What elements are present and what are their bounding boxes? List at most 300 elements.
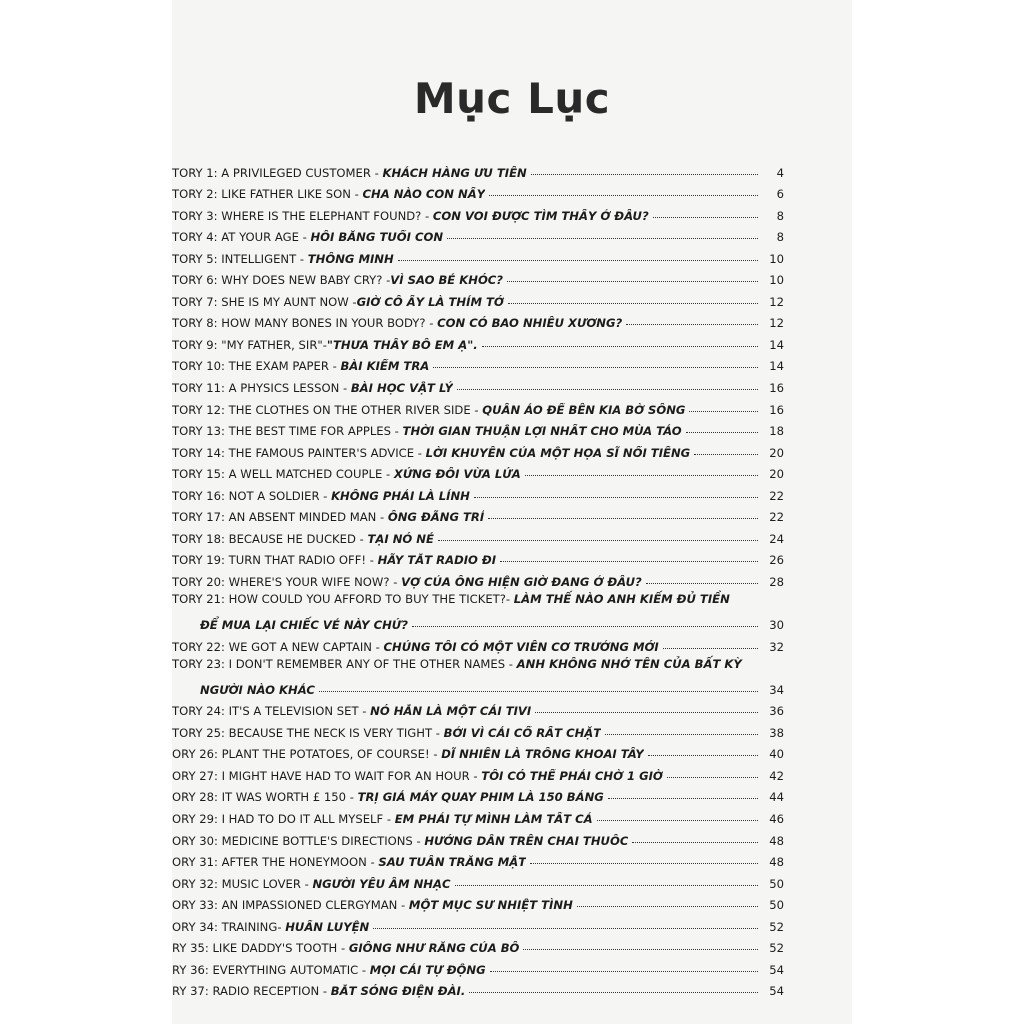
- toc-entry[interactable]: [172, 740, 784, 762]
- toc-entry[interactable]: [172, 395, 784, 417]
- story-number: TORY 9:: [172, 337, 222, 352]
- english-title: THE FAMOUS PAINTER'S ADVICE: [228, 445, 415, 460]
- vietnamese-title: VÌ SAO BÉ KHÓC?: [390, 273, 504, 288]
- toc-entry-text: [172, 467, 521, 481]
- story-number: TORY 5:: [172, 251, 222, 266]
- toc-entry[interactable]: [172, 589, 784, 632]
- dot-leader: [447, 238, 758, 239]
- toc-entry[interactable]: [172, 417, 784, 439]
- separator: -: [412, 833, 425, 848]
- page-number: 8: [776, 208, 784, 223]
- toc-entry[interactable]: [172, 223, 784, 245]
- story-number: ORY 32:: [172, 876, 222, 891]
- separator: -: [339, 381, 351, 396]
- dot-leader: [663, 648, 758, 649]
- page-number: 36: [769, 704, 784, 719]
- english-title: BECAUSE THE NECK IS VERY TIGHT: [228, 725, 433, 740]
- page-number: 46: [769, 811, 784, 826]
- toc-entry-text: [172, 209, 649, 223]
- toc-entry-line: [172, 610, 784, 632]
- story-number: TORY 7:: [172, 294, 222, 309]
- vietnamese-title: EM PHẢI TỰ MÌNH LÀM TẤT CẢ: [394, 811, 593, 826]
- page-title: Mục Lục: [413, 74, 611, 123]
- toc-entry[interactable]: [172, 955, 784, 977]
- story-number: TORY 20:: [172, 574, 229, 589]
- english-title: PLANT THE POTATOES, OF COURSE!: [221, 747, 430, 762]
- page-number: 14: [769, 337, 784, 352]
- dot-leader: [686, 432, 758, 433]
- page-number: 24: [769, 531, 784, 546]
- english-title: RADIO RECEPTION: [212, 984, 320, 999]
- vietnamese-title: DĨ NHIÊN LÀ TRỒNG KHOAI TÂY: [441, 747, 644, 762]
- dot-leader: [646, 583, 758, 584]
- separator: -: [425, 316, 438, 331]
- dot-leader: [469, 992, 758, 993]
- toc-entry[interactable]: [172, 912, 784, 934]
- dot-leader: [535, 712, 758, 713]
- separator: -: [505, 591, 514, 606]
- story-number: ORY 34:: [172, 919, 222, 934]
- english-title: WHERE IS THE ELEPHANT FOUND?: [221, 208, 422, 223]
- table-of-contents: [172, 158, 784, 998]
- dot-leader: [412, 626, 758, 627]
- dot-leader: [433, 367, 758, 368]
- toc-entry-text: [172, 877, 451, 891]
- dot-leader: [488, 518, 758, 519]
- toc-entry[interactable]: [172, 524, 784, 546]
- toc-entry-text: [172, 790, 604, 804]
- page-number: 38: [769, 725, 784, 740]
- separator: -: [328, 359, 341, 374]
- vietnamese-title: GIỐNG NHƯ RĂNG CỦA BỐ: [348, 941, 520, 956]
- separator: -: [376, 510, 388, 525]
- toc-entry[interactable]: [172, 697, 784, 719]
- separator: -: [337, 941, 349, 956]
- story-number: RY 35:: [172, 941, 213, 956]
- vietnamese-title-continued: NGƯỜI NÀO KHÁC: [200, 682, 315, 697]
- page-number: 54: [769, 962, 784, 977]
- page-number: 54: [769, 984, 784, 999]
- dot-leader: [490, 971, 758, 972]
- toc-entry[interactable]: [172, 244, 784, 266]
- separator: -: [300, 876, 313, 891]
- story-number: TORY 2:: [172, 187, 222, 202]
- vietnamese-title: BẮT SÓNG ĐIỆN ĐÀI.: [330, 984, 466, 999]
- vietnamese-title: NÓ HẲN LÀ MỘT CÁI TIVI: [370, 704, 532, 719]
- dot-leader: [319, 691, 758, 692]
- english-title: I DON'T REMEMBER ANY OF THE OTHER NAMES: [228, 656, 506, 671]
- separator: -: [389, 574, 402, 589]
- toc-entry-text: [172, 446, 690, 460]
- page-number: 10: [769, 273, 784, 288]
- toc-entry-text: [172, 316, 622, 330]
- dot-leader: [648, 755, 758, 756]
- toc-entry-text: [172, 855, 526, 869]
- separator: -: [382, 467, 394, 482]
- english-title: BECAUSE HE DUCKED: [228, 531, 356, 546]
- page-number: 42: [769, 768, 784, 783]
- english-title: I MIGHT HAVE HAD TO WAIT FOR AN HOUR: [221, 768, 470, 783]
- page-number: 12: [769, 294, 784, 309]
- story-number: TORY 24:: [172, 704, 229, 719]
- dot-leader: [626, 324, 758, 325]
- page-number: 10: [769, 251, 784, 266]
- dot-leader: [508, 303, 758, 304]
- vietnamese-title: SAU TUẦN TRĂNG MẬT: [378, 855, 527, 870]
- dot-leader: [608, 798, 758, 799]
- dot-leader: [632, 842, 758, 843]
- story-number: TORY 23:: [172, 656, 229, 671]
- vietnamese-title: HỒI BẰNG TUỔI CON: [310, 230, 444, 245]
- page-number: 16: [769, 381, 784, 396]
- story-number: TORY 18:: [172, 531, 229, 546]
- separator: -: [346, 790, 358, 805]
- vietnamese-title: CHÚNG TÔI CÓ MỘT VIÊN CƠ TRƯỞNG MỚI: [383, 639, 659, 654]
- page-number: 22: [769, 510, 784, 525]
- vietnamese-title: BỞI VÌ CÁI CỔ RẤT CHẶT: [443, 725, 602, 740]
- page-number: 30: [769, 618, 784, 633]
- toc-entry-text: [172, 338, 478, 352]
- separator: -: [429, 747, 442, 762]
- dot-leader: [689, 411, 758, 412]
- dot-leader: [530, 863, 758, 864]
- english-title: A PRIVILEGED CUSTOMER: [221, 165, 371, 180]
- english-title: WHERE'S YOUR WIFE NOW?: [228, 574, 390, 589]
- dot-leader: [597, 820, 758, 821]
- story-number: TORY 21:: [172, 591, 229, 606]
- dot-leader: [653, 217, 758, 218]
- toc-entry-text: [172, 941, 519, 955]
- page-number: 8: [776, 230, 784, 245]
- story-number: TORY 14:: [172, 445, 229, 460]
- page-number: 20: [769, 467, 784, 482]
- toc-entry-text: [172, 532, 434, 546]
- toc-entry[interactable]: [172, 330, 784, 352]
- story-number: TORY 10:: [172, 359, 229, 374]
- story-number: TORY 8:: [172, 316, 222, 331]
- english-title: HOW COULD YOU AFFORD TO BUY THE TICKET?: [228, 591, 506, 606]
- dot-leader: [605, 734, 758, 735]
- english-title: SHE IS MY AUNT NOW: [221, 294, 349, 309]
- vietnamese-title: CON CÓ BAO NHIÊU XƯƠNG?: [437, 316, 623, 331]
- vietnamese-title: GIỜ CÔ ẤY LÀ THÍM TỚ: [356, 294, 504, 309]
- story-number: RY 37:: [172, 984, 213, 999]
- toc-entry-text: [172, 553, 496, 567]
- toc-entry[interactable]: [172, 934, 784, 956]
- story-number: TORY 16:: [172, 488, 229, 503]
- story-number: TORY 1:: [172, 165, 222, 180]
- story-number: TORY 15:: [172, 467, 229, 482]
- english-title: "MY FATHER, SIR": [221, 337, 323, 352]
- toc-entry-text: [172, 489, 470, 503]
- page-number: 16: [769, 402, 784, 417]
- page-number: 26: [769, 553, 784, 568]
- toc-entry-text: [172, 187, 485, 201]
- story-number: ORY 29:: [172, 811, 222, 826]
- dot-leader: [525, 475, 758, 476]
- page-number: 40: [769, 747, 784, 762]
- vietnamese-title: TRỊ GIÁ MÁY QUAY PHIM LÀ 150 BẢNG: [357, 790, 604, 805]
- toc-entry-text: [172, 403, 685, 417]
- vietnamese-title: CON VOI ĐƯỢC TÌM THẤY Ở ĐÂU?: [432, 208, 649, 223]
- toc-entry[interactable]: [172, 373, 784, 395]
- dot-leader: [373, 928, 758, 929]
- page-number: 48: [769, 855, 784, 870]
- vietnamese-title: KHÁCH HÀNG ƯU TIÊN: [382, 165, 527, 180]
- toc-entry-text: [172, 963, 486, 977]
- toc-entry-text: [172, 812, 593, 826]
- english-title: AT YOUR AGE: [221, 230, 299, 245]
- toc-entry-line: [172, 654, 784, 676]
- toc-entry-text: [172, 704, 531, 718]
- toc-entry-text: [172, 273, 503, 287]
- vietnamese-title: NGƯỜI YÊU ÂM NHẠC: [312, 876, 451, 891]
- english-title: WE GOT A NEW CAPTAIN: [228, 639, 372, 654]
- toc-entry[interactable]: [172, 352, 784, 374]
- english-title: A PHYSICS LESSON: [228, 381, 340, 396]
- story-number: ORY 27:: [172, 768, 222, 783]
- english-title: MEDICINE BOTTLE'S DIRECTIONS: [221, 833, 413, 848]
- english-title: AN IMPASSIONED CLERGYMAN: [221, 898, 398, 913]
- vietnamese-title: BÀI KIỂM TRA: [340, 359, 430, 374]
- english-title: AN ABSENT MINDED MAN: [228, 510, 377, 525]
- story-number: TORY 3:: [172, 208, 222, 223]
- story-number: ORY 28:: [172, 790, 222, 805]
- toc-entry[interactable]: [172, 783, 784, 805]
- page-number: 12: [769, 316, 784, 331]
- toc-entry-text: [172, 230, 443, 244]
- english-title: TRAINING: [221, 919, 278, 934]
- page-number: 20: [769, 445, 784, 460]
- toc-entry[interactable]: [172, 761, 784, 783]
- toc-entry-text: [172, 769, 663, 783]
- page-number: 50: [769, 876, 784, 891]
- english-title: I HAD TO DO IT ALL MYSELF: [221, 811, 384, 826]
- dot-leader: [489, 195, 758, 196]
- vietnamese-title: HƯỚNG DẪN TRÊN CHAI THUỐC: [424, 833, 629, 848]
- separator: -: [322, 337, 327, 352]
- story-number: TORY 6:: [172, 273, 222, 288]
- book-page: [172, 0, 852, 1024]
- toc-entry[interactable]: [172, 977, 784, 999]
- english-title: TURN THAT RADIO OFF!: [228, 553, 367, 568]
- toc-entry[interactable]: [172, 503, 784, 525]
- vietnamese-title: QUẦN ÁO ĐỂ BÊN KIA BỜ SÔNG: [482, 402, 686, 417]
- toc-entry[interactable]: [172, 804, 784, 826]
- vietnamese-title: ANH KHÔNG NHỚ TÊN CỦA BẤT KỲ: [516, 656, 742, 671]
- vietnamese-title: "THƯA THẦY BỐ EM Ạ".: [326, 337, 478, 352]
- separator: -: [355, 531, 368, 546]
- toc-entry-text: [172, 747, 644, 761]
- page-number: 32: [769, 639, 784, 654]
- toc-entry[interactable]: [172, 481, 784, 503]
- toc-entry[interactable]: [172, 460, 784, 482]
- separator: -: [469, 768, 482, 783]
- english-title: THE BEST TIME FOR APPLES: [228, 424, 391, 439]
- toc-entry-line: [172, 675, 784, 697]
- toc-entry-line: [172, 589, 784, 611]
- english-title: MUSIC LOVER: [221, 876, 301, 891]
- story-number: TORY 22:: [172, 639, 229, 654]
- story-number: TORY 4:: [172, 230, 222, 245]
- english-title: IT WAS WORTH £ 150: [221, 790, 347, 805]
- separator: -: [382, 273, 391, 288]
- separator: -: [350, 187, 363, 202]
- toc-entry-text: [172, 424, 682, 438]
- background-margin: [852, 0, 1024, 1024]
- vietnamese-title: XỨNG ĐÔI VỪA LỨA: [393, 467, 521, 482]
- dot-leader: [531, 174, 758, 175]
- separator: -: [358, 962, 370, 977]
- toc-entry-text: [172, 898, 573, 912]
- toc-entry[interactable]: [172, 567, 784, 589]
- dot-leader: [523, 949, 758, 950]
- toc-entry-text: [172, 295, 504, 309]
- separator: -: [470, 402, 483, 417]
- toc-entry[interactable]: [172, 869, 784, 891]
- page-number: 52: [769, 919, 784, 934]
- toc-entry[interactable]: [172, 826, 784, 848]
- page-number: 14: [769, 359, 784, 374]
- english-title: NOT A SOLDIER: [228, 488, 320, 503]
- english-title: INTELLIGENT: [221, 251, 297, 266]
- separator: -: [366, 553, 378, 568]
- story-number: ORY 26:: [172, 747, 222, 762]
- dot-leader: [474, 497, 758, 498]
- vietnamese-title: LỜI KHUYÊN CỦA MỘT HỌA SĨ NỔI TIẾNG: [425, 445, 691, 460]
- vietnamese-title: VỢ CỦA ÔNG HIỆN GIỜ ĐANG Ở ĐÂU?: [401, 574, 642, 589]
- story-number: TORY 17:: [172, 510, 229, 525]
- toc-entry[interactable]: [172, 654, 784, 697]
- separator: -: [505, 656, 517, 671]
- vietnamese-title: HÃY TẮT RADIO ĐI: [377, 553, 497, 568]
- separator: -: [358, 704, 371, 719]
- page-number: 28: [769, 574, 784, 589]
- dot-leader: [455, 885, 759, 886]
- separator: -: [371, 639, 384, 654]
- toc-entry[interactable]: [172, 438, 784, 460]
- toc-entry[interactable]: [172, 632, 784, 654]
- toc-entry[interactable]: [172, 309, 784, 331]
- separator: -: [421, 208, 433, 223]
- english-title: IT'S A TELEVISION SET: [228, 704, 359, 719]
- dot-leader: [667, 777, 758, 778]
- page-number: 44: [769, 790, 784, 805]
- vietnamese-title: MỘT MỤC SƯ NHIỆT TÌNH: [408, 898, 573, 913]
- english-title: WHY DOES NEW BABY CRY?: [221, 273, 383, 288]
- dot-leader: [577, 906, 758, 907]
- toc-entry-text: [172, 575, 642, 589]
- page-number: 34: [769, 682, 784, 697]
- english-title: HOW MANY BONES IN YOUR BODY?: [221, 316, 426, 331]
- story-number: ORY 30:: [172, 833, 222, 848]
- toc-entry[interactable]: [172, 546, 784, 568]
- separator: -: [397, 898, 409, 913]
- page-number: 6: [776, 187, 784, 202]
- toc-entry-text: [172, 359, 429, 373]
- story-number: ORY 31:: [172, 855, 222, 870]
- page-number: 22: [769, 488, 784, 503]
- story-number: TORY 11:: [172, 381, 229, 396]
- toc-entry[interactable]: [172, 180, 784, 202]
- vietnamese-title: CHA NÀO CON NẤY: [362, 187, 486, 202]
- separator: -: [296, 251, 308, 266]
- dot-leader: [438, 540, 758, 541]
- separator: -: [319, 984, 331, 999]
- toc-entry-text: [172, 381, 453, 395]
- dot-leader: [500, 561, 758, 562]
- story-number: ORY 33:: [172, 898, 222, 913]
- toc-entry-text: [172, 252, 394, 266]
- vietnamese-title: KHÔNG PHẢI LÀ LÍNH: [331, 488, 470, 503]
- separator: -: [383, 811, 395, 826]
- english-title: LIKE DADDY'S TOOTH: [212, 941, 338, 956]
- english-title: THE CLOTHES ON THE OTHER RIVER SIDE: [228, 402, 471, 417]
- vietnamese-title-continued: ĐỂ MUA LẠI CHIẾC VÉ NÀY CHỨ?: [200, 618, 408, 633]
- story-number: RY 36:: [172, 962, 213, 977]
- separator: -: [432, 725, 444, 740]
- toc-entry[interactable]: [172, 848, 784, 870]
- toc-entry[interactable]: [172, 158, 784, 180]
- story-number: TORY 13:: [172, 424, 229, 439]
- story-number: TORY 12:: [172, 402, 229, 417]
- story-number: TORY 19:: [172, 553, 229, 568]
- vietnamese-title: BÀI HỌC VẬT LÝ: [350, 381, 453, 396]
- toc-entry-text: [172, 834, 628, 848]
- toc-entry[interactable]: [172, 266, 784, 288]
- separator: -: [414, 445, 426, 460]
- page-number: 52: [769, 941, 784, 956]
- english-title: THE EXAM PAPER: [228, 359, 329, 374]
- page-number: 48: [769, 833, 784, 848]
- dot-leader: [507, 281, 758, 282]
- separator: -: [277, 919, 286, 934]
- vietnamese-title: HUẤN LUYỆN: [285, 919, 370, 934]
- toc-entry[interactable]: [172, 891, 784, 913]
- toc-entry-text: [172, 984, 465, 998]
- toc-entry[interactable]: [172, 201, 784, 223]
- english-title: LIKE FATHER LIKE SON: [221, 187, 351, 202]
- vietnamese-title: TÔI CÓ THỂ PHẢI CHỜ 1 GIỜ: [481, 768, 663, 783]
- toc-entry-text: [172, 640, 659, 654]
- page-number: 4: [776, 165, 784, 180]
- toc-entry[interactable]: [172, 287, 784, 309]
- toc-entry-text: [172, 920, 369, 934]
- separator: -: [390, 424, 403, 439]
- vietnamese-title: LÀM THẾ NÀO ANH KIẾM ĐỦ TIỀN: [513, 591, 730, 606]
- vietnamese-title: TẠI NÓ NÉ: [367, 531, 434, 546]
- english-title: EVERYTHING AUTOMATIC: [212, 962, 359, 977]
- page-number: 18: [769, 424, 784, 439]
- story-number: TORY 25:: [172, 725, 229, 740]
- vietnamese-title: MỌI CÁI TỰ ĐỘNG: [369, 962, 486, 977]
- dot-leader: [457, 389, 758, 390]
- dot-leader: [398, 260, 758, 261]
- english-title: A WELL MATCHED COUPLE: [228, 467, 383, 482]
- separator: -: [370, 165, 383, 180]
- dot-leader: [482, 346, 758, 347]
- dot-leader: [694, 454, 758, 455]
- page-number: 50: [769, 898, 784, 913]
- toc-entry-text: [172, 726, 601, 740]
- english-title: AFTER THE HONEYMOON: [221, 855, 367, 870]
- separator: -: [366, 855, 379, 870]
- separator: -: [348, 294, 357, 309]
- toc-entry-text: [172, 166, 527, 180]
- toc-entry[interactable]: [172, 718, 784, 740]
- vietnamese-title: THÔNG MINH: [307, 251, 394, 266]
- toc-entry-text: [172, 510, 484, 524]
